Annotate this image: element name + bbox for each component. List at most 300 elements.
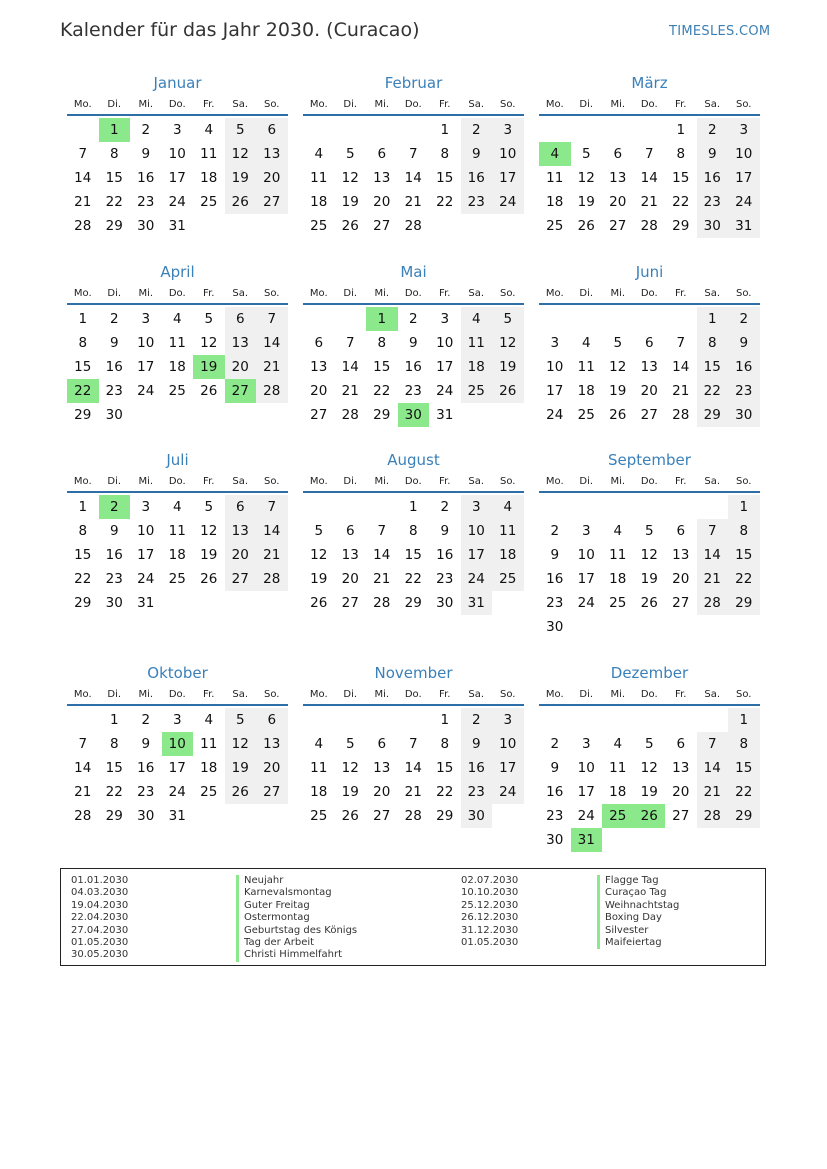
day-cell: 5 (613, 335, 623, 351)
day-cell: 7 (697, 732, 729, 756)
day-cell: 10 (577, 547, 595, 563)
day-cell: 6 (676, 736, 686, 752)
empty-cell (303, 118, 335, 142)
day-cell: 28 (697, 591, 729, 615)
weekday-label: Sa. (468, 476, 485, 487)
day-cell: 17 (492, 756, 524, 780)
month-title: September (608, 451, 691, 469)
month-title: Februar (384, 74, 443, 92)
day-cell: 14 (404, 170, 422, 186)
day-cell: 15 (672, 170, 690, 186)
day-cell: 17 (461, 543, 493, 567)
day-cell: 16 (697, 166, 729, 190)
day-cell: 13 (256, 732, 288, 756)
month-5 (303, 261, 524, 427)
day-cell: 24 (492, 190, 524, 214)
weekday-header (539, 285, 760, 305)
weekday-header (67, 96, 288, 116)
day-cell: 16 (404, 359, 422, 375)
day-cell: 20 (640, 383, 658, 399)
weekday-label: Di. (579, 689, 594, 700)
empty-cell (303, 307, 335, 331)
day-cell: 13 (672, 760, 690, 776)
day-cell: 9 (550, 547, 560, 563)
day-cell: 11 (168, 335, 186, 351)
day-cell: 14 (74, 170, 92, 186)
day-cell: 29 (404, 595, 422, 611)
day-cell: 15 (373, 359, 391, 375)
month-1 (67, 72, 288, 238)
day-cell: 10 (546, 359, 564, 375)
weekday-label: So. (500, 99, 516, 110)
day-cell: 7 (644, 146, 654, 162)
day-cell: 21 (74, 194, 92, 210)
day-cell: 13 (609, 170, 627, 186)
day-cell: 29 (373, 407, 391, 423)
day-cell: 15 (697, 355, 729, 379)
legend-left-names (236, 875, 357, 962)
day-cell: 5 (644, 736, 654, 752)
day-cell: 14 (341, 359, 359, 375)
day-cell: 29 (74, 407, 92, 423)
day-cell: 28 (640, 218, 658, 234)
legend-holiday-name: Karnevalsmontag (236, 887, 357, 899)
day-cell: 11 (310, 170, 328, 186)
empty-cell (335, 708, 367, 732)
month-2 (303, 72, 524, 238)
day-cell: 28 (256, 567, 288, 591)
weekday-header (67, 473, 288, 493)
weekday-label: Sa. (232, 288, 249, 299)
holiday-day-cell: 30 (398, 403, 430, 427)
day-cell: 4 (581, 335, 591, 351)
day-cell: 5 (644, 523, 654, 539)
day-cell: 16 (728, 355, 760, 379)
day-cell: 20 (310, 383, 328, 399)
day-cell: 29 (672, 218, 690, 234)
day-grid (539, 706, 760, 852)
weekday-label: Do. (404, 689, 422, 700)
month-title: August (387, 451, 440, 469)
weekday-label: Mo. (545, 99, 564, 110)
day-cell: 24 (461, 567, 493, 591)
weekday-label: Mo. (309, 476, 328, 487)
day-cell: 14 (256, 519, 288, 543)
empty-cell (697, 495, 729, 519)
legend-date: 10.10.2030 (461, 887, 519, 899)
empty-cell (665, 307, 697, 331)
day-cell: 31 (168, 218, 186, 234)
empty-cell (335, 307, 367, 331)
day-cell: 17 (577, 784, 595, 800)
month-title: Mai (400, 263, 427, 281)
empty-cell (634, 495, 666, 519)
legend-date: 01.05.2030 (71, 936, 129, 948)
day-cell: 11 (461, 331, 493, 355)
day-cell: 3 (492, 708, 524, 732)
day-cell: 12 (200, 335, 218, 351)
day-cell: 2 (461, 708, 493, 732)
day-cell: 25 (168, 383, 186, 399)
day-cell: 16 (105, 359, 123, 375)
day-cell: 14 (256, 331, 288, 355)
day-cell: 24 (168, 194, 186, 210)
empty-cell (539, 495, 571, 519)
weekday-label: Do. (168, 99, 186, 110)
weekday-header (539, 96, 760, 116)
day-cell: 8 (728, 732, 760, 756)
day-cell: 15 (105, 170, 123, 186)
day-cell: 16 (546, 784, 564, 800)
day-cell: 28 (74, 218, 92, 234)
month-4 (67, 261, 288, 427)
day-cell: 1 (78, 311, 88, 327)
day-cell: 4 (613, 736, 623, 752)
day-cell: 1 (440, 122, 450, 138)
day-cell: 12 (200, 523, 218, 539)
day-cell: 3 (141, 499, 151, 515)
day-cell: 1 (109, 712, 119, 728)
day-cell: 13 (373, 170, 391, 186)
day-cell: 19 (640, 571, 658, 587)
weekday-label: Mo. (73, 689, 92, 700)
day-cell: 25 (310, 218, 328, 234)
day-cell: 17 (546, 383, 564, 399)
month-6 (539, 261, 760, 427)
day-cell: 19 (609, 383, 627, 399)
day-cell: 29 (728, 591, 760, 615)
holiday-day-cell: 25 (602, 804, 634, 828)
day-cell: 2 (728, 307, 760, 331)
day-cell: 22 (105, 194, 123, 210)
day-cell: 6 (613, 146, 623, 162)
month-10 (67, 662, 288, 828)
weekday-label: Fr. (675, 288, 687, 299)
day-cell: 14 (672, 359, 690, 375)
holiday-day-cell: 19 (193, 355, 225, 379)
empty-cell (571, 495, 603, 519)
weekday-label: Di. (579, 288, 594, 299)
day-cell: 31 (168, 808, 186, 824)
weekday-label: Di. (107, 99, 122, 110)
day-cell: 12 (341, 760, 359, 776)
day-cell: 11 (546, 170, 564, 186)
day-cell: 4 (172, 499, 182, 515)
day-cell: 14 (697, 543, 729, 567)
weekday-label: Mo. (545, 689, 564, 700)
empty-cell (303, 708, 335, 732)
day-cell: 7 (408, 736, 418, 752)
day-cell: 6 (377, 146, 387, 162)
day-cell: 11 (200, 736, 218, 752)
holiday-day-cell: 27 (225, 379, 257, 403)
day-cell: 9 (461, 142, 493, 166)
day-cell: 23 (546, 808, 564, 824)
day-cell: 24 (728, 190, 760, 214)
day-cell: 3 (172, 712, 182, 728)
day-cell: 28 (672, 407, 690, 423)
day-cell: 5 (314, 523, 324, 539)
day-cell: 8 (440, 146, 450, 162)
day-cell: 7 (676, 335, 686, 351)
weekday-label: Di. (343, 99, 358, 110)
day-cell: 19 (310, 571, 328, 587)
weekday-label: So. (500, 288, 516, 299)
day-cell: 21 (404, 194, 422, 210)
day-cell: 13 (256, 142, 288, 166)
day-cell: 21 (697, 780, 729, 804)
month-11 (303, 662, 524, 828)
empty-cell (665, 708, 697, 732)
legend-holiday-name: Tag der Arbeit (236, 937, 357, 949)
day-cell: 20 (256, 166, 288, 190)
empty-cell (571, 307, 603, 331)
empty-cell (634, 307, 666, 331)
empty-cell (539, 307, 571, 331)
day-cell: 3 (440, 311, 450, 327)
day-cell: 10 (137, 523, 155, 539)
weekday-label: Mo. (545, 476, 564, 487)
empty-cell (335, 118, 367, 142)
day-cell: 18 (492, 543, 524, 567)
legend-holiday-name: Christi Himmelfahrt (236, 949, 357, 961)
weekday-label: Di. (343, 476, 358, 487)
weekday-label: Do. (640, 476, 658, 487)
day-cell: 23 (105, 383, 123, 399)
empty-cell (398, 118, 430, 142)
day-cell: 9 (550, 760, 560, 776)
day-cell: 7 (697, 519, 729, 543)
day-cell: 23 (436, 571, 454, 587)
day-cell: 16 (461, 166, 493, 190)
day-cell: 21 (373, 571, 391, 587)
day-cell: 26 (225, 190, 257, 214)
weekday-label: Fr. (675, 476, 687, 487)
day-cell: 8 (440, 736, 450, 752)
weekday-label: Mi. (138, 476, 154, 487)
day-cell: 5 (225, 708, 257, 732)
day-cell: 12 (640, 760, 658, 776)
day-grid (303, 305, 524, 427)
day-cell: 18 (200, 170, 218, 186)
day-cell: 13 (672, 547, 690, 563)
day-cell: 23 (728, 379, 760, 403)
day-cell: 4 (314, 736, 324, 752)
weekday-label: So. (736, 99, 752, 110)
day-cell: 30 (436, 595, 454, 611)
day-cell: 20 (672, 571, 690, 587)
day-cell: 10 (492, 142, 524, 166)
day-cell: 26 (310, 595, 328, 611)
day-cell: 19 (492, 355, 524, 379)
weekday-header (303, 473, 524, 493)
empty-cell (602, 708, 634, 732)
day-cell: 18 (310, 194, 328, 210)
day-cell: 14 (74, 760, 92, 776)
weekday-label: Do. (640, 288, 658, 299)
day-cell: 7 (256, 307, 288, 331)
day-cell: 21 (640, 194, 658, 210)
weekday-label: Do. (404, 288, 422, 299)
weekday-label: Sa. (704, 99, 721, 110)
empty-cell (366, 708, 398, 732)
day-cell: 1 (728, 495, 760, 519)
day-cell: 27 (609, 218, 627, 234)
day-cell: 11 (200, 146, 218, 162)
weekday-label: Fr. (439, 288, 451, 299)
weekday-header (539, 473, 760, 493)
day-cell: 15 (728, 756, 760, 780)
day-cell: 26 (577, 218, 595, 234)
day-cell: 27 (373, 218, 391, 234)
month-title: Juli (166, 451, 189, 469)
weekday-label: Fr. (203, 288, 215, 299)
holiday-day-cell: 22 (67, 379, 99, 403)
day-cell: 10 (137, 335, 155, 351)
day-cell: 30 (546, 832, 564, 848)
weekday-label: Mo. (73, 288, 92, 299)
day-cell: 6 (345, 523, 355, 539)
day-cell: 26 (200, 383, 218, 399)
day-cell: 19 (640, 784, 658, 800)
day-cell: 4 (461, 307, 493, 331)
weekday-label: So. (736, 288, 752, 299)
day-cell: 17 (492, 166, 524, 190)
day-cell: 8 (408, 523, 418, 539)
day-cell: 19 (577, 194, 595, 210)
day-cell: 27 (225, 567, 257, 591)
weekday-label: Mo. (309, 99, 328, 110)
weekday-label: Di. (343, 689, 358, 700)
day-cell: 1 (408, 499, 418, 515)
legend-holiday-name: Weihnachtstag (597, 900, 679, 912)
empty-cell (335, 495, 367, 519)
day-cell: 27 (640, 407, 658, 423)
holiday-day-cell: 2 (99, 495, 131, 519)
legend-date: 30.05.2030 (71, 949, 129, 961)
day-cell: 1 (676, 122, 686, 138)
weekday-label: Sa. (468, 99, 485, 110)
month-3 (539, 72, 760, 238)
legend-date: 01.01.2030 (71, 875, 129, 886)
day-cell: 8 (697, 331, 729, 355)
month-title: April (160, 263, 195, 281)
day-cell: 20 (256, 756, 288, 780)
day-cell: 10 (436, 335, 454, 351)
day-cell: 8 (728, 519, 760, 543)
day-cell: 9 (408, 335, 418, 351)
day-cell: 9 (109, 523, 119, 539)
day-cell: 30 (546, 619, 564, 635)
day-cell: 14 (697, 756, 729, 780)
day-cell: 29 (728, 804, 760, 828)
empty-cell (539, 708, 571, 732)
day-cell: 4 (492, 495, 524, 519)
weekday-label: Fr. (203, 476, 215, 487)
day-cell: 28 (74, 808, 92, 824)
day-cell: 2 (440, 499, 450, 515)
day-cell: 16 (461, 756, 493, 780)
day-cell: 18 (609, 571, 627, 587)
weekday-label: Di. (107, 476, 122, 487)
day-cell: 18 (546, 194, 564, 210)
day-cell: 9 (728, 331, 760, 355)
day-cell: 10 (168, 146, 186, 162)
day-grid (303, 116, 524, 238)
day-cell: 12 (609, 359, 627, 375)
day-cell: 27 (341, 595, 359, 611)
legend-date: 22.04.2030 (71, 912, 129, 924)
day-cell: 24 (168, 784, 186, 800)
day-cell: 27 (373, 808, 391, 824)
day-cell: 29 (436, 808, 454, 824)
day-cell: 27 (672, 595, 690, 611)
day-cell: 1 (78, 499, 88, 515)
day-cell: 4 (204, 122, 214, 138)
legend-date: 19.04.2030 (71, 899, 129, 911)
weekday-label: Sa. (704, 476, 721, 487)
holiday-day-cell: 26 (634, 804, 666, 828)
day-cell: 6 (256, 118, 288, 142)
day-cell: 26 (200, 571, 218, 587)
weekday-label: Do. (404, 476, 422, 487)
day-cell: 6 (225, 307, 257, 331)
day-cell: 22 (728, 567, 760, 591)
day-cell: 25 (546, 218, 564, 234)
weekday-label: Di. (579, 476, 594, 487)
day-cell: 5 (204, 311, 214, 327)
holiday-day-cell: 10 (162, 732, 194, 756)
month-7 (67, 449, 288, 615)
day-cell: 31 (728, 214, 760, 238)
month-title: Dezember (610, 664, 689, 682)
day-cell: 17 (168, 170, 186, 186)
day-cell: 2 (550, 523, 560, 539)
legend-date: 04.03.2030 (71, 887, 129, 899)
day-cell: 12 (225, 732, 257, 756)
day-cell: 30 (105, 595, 123, 611)
day-grid (303, 706, 524, 828)
brand-link[interactable]: TIMESLES.COM (669, 24, 771, 39)
day-cell: 5 (581, 146, 591, 162)
weekday-label: Sa. (468, 288, 485, 299)
month-title: Juni (635, 263, 664, 281)
day-cell: 15 (728, 543, 760, 567)
day-cell: 23 (404, 383, 422, 399)
weekday-header (539, 686, 760, 706)
day-cell: 8 (109, 146, 119, 162)
day-cell: 21 (404, 784, 422, 800)
day-cell: 6 (377, 736, 387, 752)
day-cell: 18 (168, 547, 186, 563)
day-cell: 17 (436, 359, 454, 375)
legend-holiday-name: Guter Freitag (236, 900, 357, 912)
day-cell: 21 (256, 543, 288, 567)
day-cell: 21 (341, 383, 359, 399)
weekday-label: Mi. (610, 689, 626, 700)
day-cell: 9 (697, 142, 729, 166)
day-grid (539, 493, 760, 639)
day-cell: 16 (137, 170, 155, 186)
day-cell: 18 (609, 784, 627, 800)
day-cell: 23 (137, 194, 155, 210)
day-cell: 7 (377, 523, 387, 539)
holiday-day-cell: 31 (571, 828, 603, 852)
day-cell: 19 (200, 547, 218, 563)
day-cell: 13 (225, 519, 257, 543)
day-cell: 25 (609, 595, 627, 611)
day-cell: 25 (310, 808, 328, 824)
